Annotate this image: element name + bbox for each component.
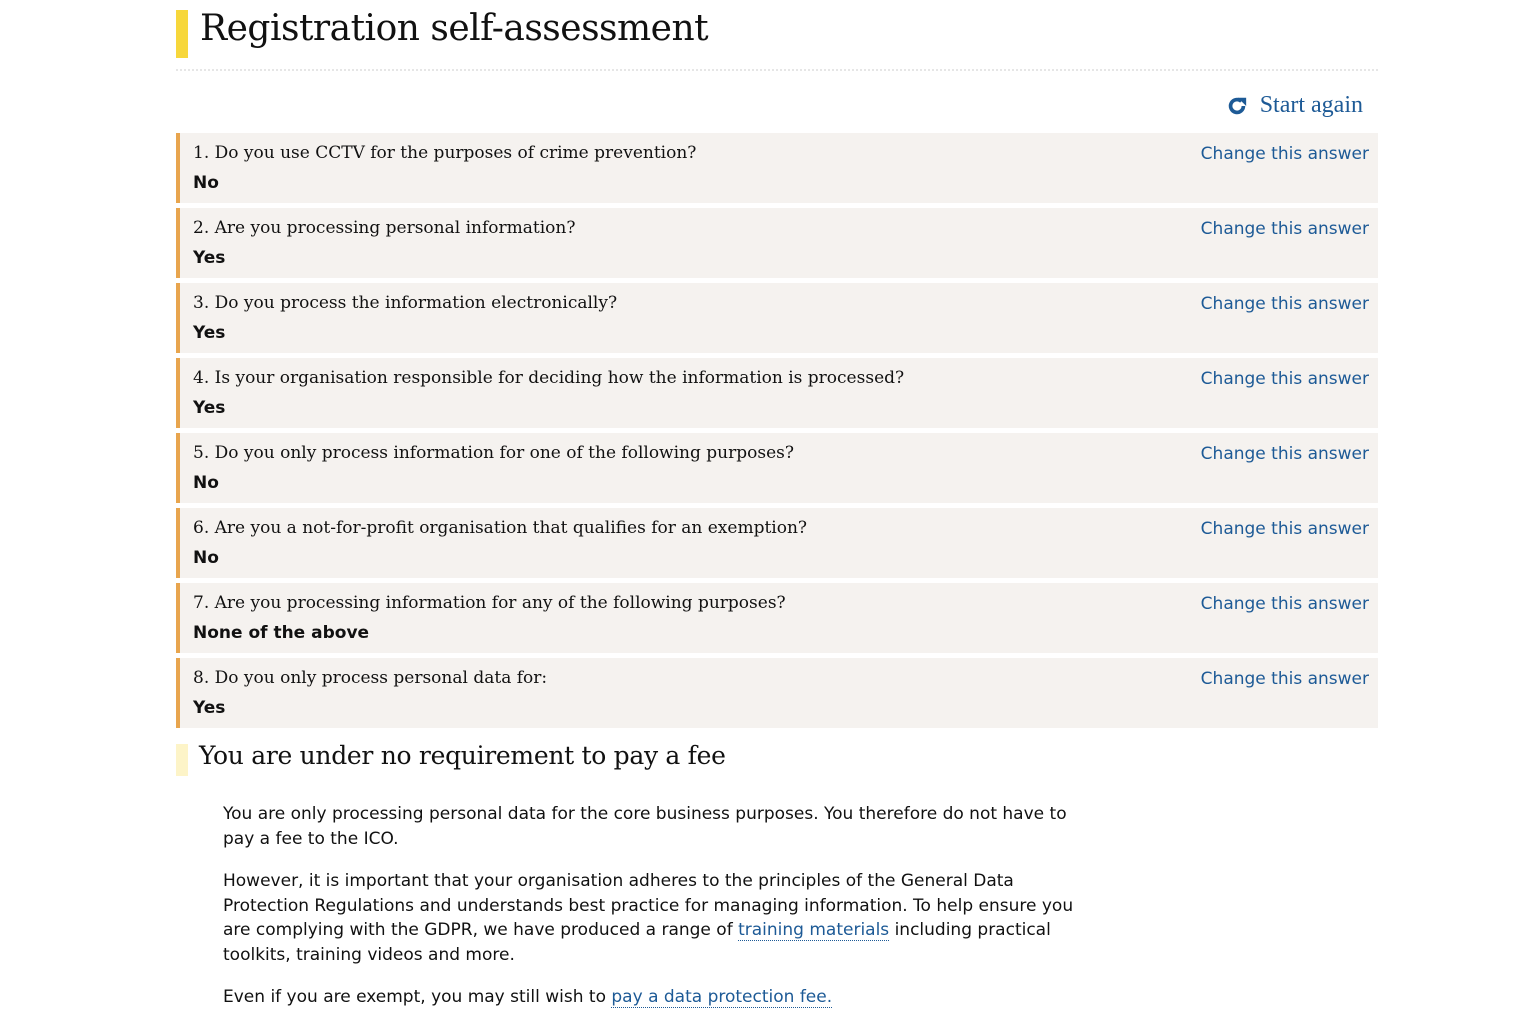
answer-text: Yes [193,323,226,343]
answer-text: No [193,173,219,193]
change-answer-link[interactable]: Change this answer [1200,594,1369,614]
answer-text: None of the above [193,623,370,643]
answer-row [176,358,1378,428]
answer-row [176,583,1378,653]
answer-text: Yes [193,698,226,718]
question-text: 6. Are you a not-for-profit organisation that qualifies for an exemption? [193,518,808,538]
pay-fee-link[interactable]: pay a data protection fee. [611,987,833,1007]
answer-row [176,283,1378,353]
answer-row [176,658,1378,728]
question-text: 5. Do you only process information for one of the following purposes? [193,443,794,463]
change-answer-link[interactable]: Change this answer [1200,219,1369,239]
start-again-link[interactable] [1226,92,1363,119]
title-accent-bar [176,10,188,58]
question-text: 3. Do you process the information electronically? [193,293,618,313]
question-text: 2. Are you processing personal information? [193,218,576,238]
start-again-label: Start again [1259,92,1363,118]
result-paragraph-3 [223,985,1093,1010]
question-text: 8. Do you only process personal data for: [193,668,548,688]
paragraph-text: However, it is important that your organisation adheres to the principles of the General Data Protection Regulations and understands best practice for managing information. To help ensure you are complying with the GDPR, we have produced a range of [223,871,1074,940]
training-materials-link[interactable]: training materials [738,920,890,940]
refresh-icon [1226,95,1248,117]
paragraph-text: Even if you are exempt, you may still wish to [223,987,612,1007]
result-paragraph-2 [223,869,1093,967]
result-body [223,802,1093,1028]
page-header [176,0,1378,71]
page-content [176,0,1378,1007]
change-answer-link[interactable]: Change this answer [1200,669,1369,689]
answer-text: Yes [193,398,226,418]
question-text: 4. Is your organisation responsible for deciding how the information is processed? [193,368,905,388]
change-answer-link[interactable]: Change this answer [1200,519,1369,539]
answer-text: Yes [193,248,226,268]
question-text: 1. Do you use CCTV for the purposes of crime prevention? [193,143,697,163]
answer-row [176,433,1378,503]
change-answer-link[interactable]: Change this answer [1200,444,1369,464]
page-title: Registration self-assessment [200,8,709,49]
paragraph-text: including practical toolkits, training videos and more. [223,920,1051,965]
answer-row [176,508,1378,578]
change-answer-link[interactable]: Change this answer [1200,369,1369,389]
answer-row [176,208,1378,278]
question-text: 7. Are you processing information for any of the following purposes? [193,593,786,613]
answer-text: No [193,473,219,493]
change-answer-link[interactable]: Change this answer [1200,144,1369,164]
answers-list [176,133,1378,733]
result-paragraph-1: You are only processing personal data for the core business purposes. You therefore do not have to pay a fee to the ICO. [223,804,1067,849]
result-accent-bar [176,744,188,776]
change-answer-link[interactable]: Change this answer [1200,294,1369,314]
result-heading: You are under no requirement to pay a fee [199,741,726,770]
answer-text: No [193,548,219,568]
answer-row [176,133,1378,203]
